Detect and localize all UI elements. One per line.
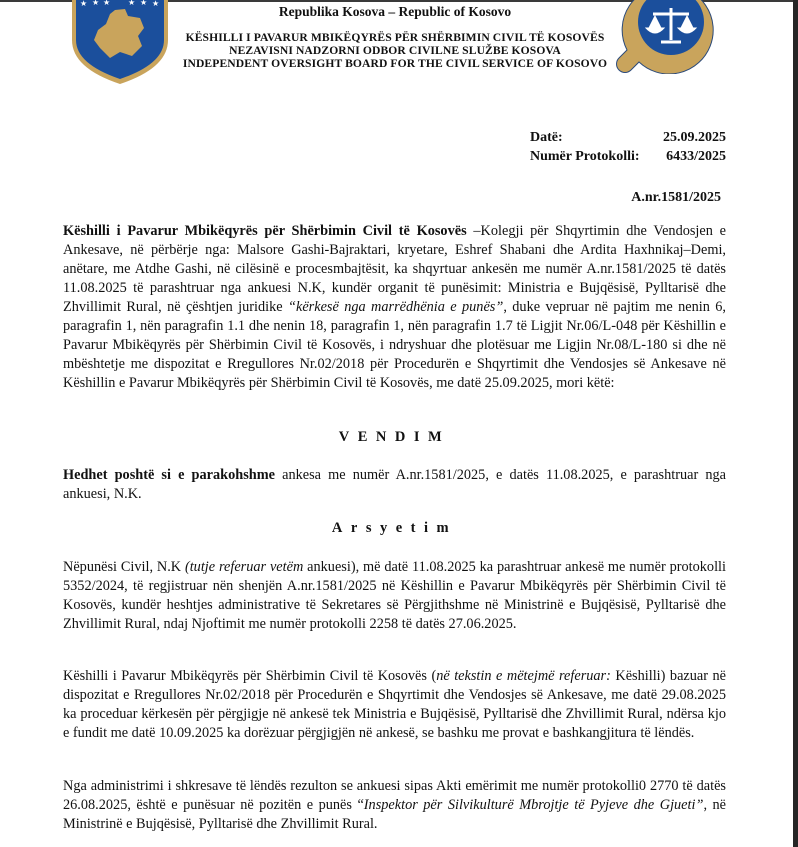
header-board-albanian: KËSHILLI I PAVARUR MBIKËQYRËS PËR SHËRBIMIN CIVIL TË KOSOVËS — [185, 31, 605, 44]
document-meta — [530, 130, 726, 168]
intro-bold-lead: Këshilli i Pavarur Mbikëqyrës për Shërbimin Civil të Kosovës — [63, 223, 467, 239]
case-number: A.nr.1581/2025 — [631, 190, 721, 205]
reasoning-paragraph-2 — [63, 667, 726, 743]
svg-text:★: ★ — [140, 0, 148, 7]
protocol-value: 6433/2025 — [666, 149, 726, 164]
svg-text:★: ★ — [152, 0, 160, 8]
scales-of-justice-seal-icon — [615, 0, 723, 74]
kosovo-coat-of-arms-icon — [70, 0, 170, 84]
header-board-serbian: NEZAVISNI NADZORNI ODBOR CIVILNE SLUŽBE KOSOVA — [229, 44, 561, 57]
svg-text:★: ★ — [80, 0, 88, 8]
date-value: 25.09.2025 — [663, 130, 726, 145]
p1-text-a: Nëpunësi Civil, N.K — [63, 559, 185, 575]
reasoning-paragraph-3 — [63, 777, 726, 834]
protocol-label: Numër Protokolli: — [530, 149, 640, 164]
document-page — [0, 2, 793, 847]
p2-text-b: Këshilli) bazuar në dispozitat e Rregullores Nr.02/2018 për Procedurën e Shqyrtimit dhe Vendosjes së Ankesave, me datë 29.08.2025 ka proceduar kërkesën për përgjigje në ankesë tek Ministria e Bujqësisë, Pylltarisë dhe Zhvillimit Rural, ndërsa kjo e fundit me datë 10.09.2025 ka dorëzuar përgjigjën në ankesë, se bashku me provat e bashkangjitura të lëndës. — [63, 668, 726, 741]
date-row — [530, 130, 726, 149]
intro-paragraph — [63, 222, 726, 393]
p2-italic: në tekstin e mëtejmë referuar: — [436, 668, 611, 684]
decision-bold-lead: Hedhet poshtë si e parakohshme — [63, 467, 275, 483]
decision-paragraph — [63, 466, 726, 504]
decision-text: ankesa me numër A.nr.1581/2025, e datës 11.08.2025, e parashtruar nga ankuesi, N.K. — [63, 467, 727, 502]
reasoning-paragraph-1 — [63, 558, 726, 634]
intro-quote: “kërkesë nga marrëdhënia e punës” — [288, 299, 504, 315]
p3-text-a: Nga administrimi i shkresave të lëndës rezulton se ankuesi sipas Akti emërimit me numër protokolli0 2770 të datës 26.08.2025, është e punësuar në pozitën e punës “ — [63, 778, 726, 813]
p3-text-b: , në Ministrinë e Bujqësisë, Pylltarisë dhe Zhvillimit Rural. — [63, 797, 726, 832]
date-label: Datë: — [530, 130, 563, 145]
intro-text-b: , duke vepruar në pajtim me nenin 6, paragrafin 1, nën paragrafin 1.1 dhe nenin 18, paragrafin 1, nën paragrafin 1.7 të Ligjit Nr.06/L-048 për Këshillin e Pavarur Mbikëqyrës për Shërbimin Civil të Kosovës, i ndryshuar dhe plotësuar me Ligjin Nr.08/L-180 si dhe në mbështetje me dispozitat e Rregullores Nr.02/2018 për Procedurën e Shqyrtimit dhe Vendosjes së Ankesave në Këshillin e Pavarur Mbikëqyrës për Shërbimin Civil të Kosovës, me datë 25.09.2025, mori këtë: — [63, 299, 726, 391]
svg-text:★: ★ — [128, 0, 136, 7]
protocol-row — [530, 149, 726, 168]
viewer-scrollbar[interactable] — [793, 0, 798, 847]
p1-text-b: ankuesi), më datë 11.08.2025 ka parashtruar ankesë me numër protokolli 5352/2024, të regjistruar nën shenjën A.nr.1581/2025 në Këshillin e Pavarur Mbikëqyrës për Shërbimin Civil të Kosovës, kundër heshtjes administrative të Sekretares së Përgjithshme në Ministrinë e Bujqësisë, Pylltarisë dhe Zhvillimit Rural, ndaj Njoftimit me numër protokolli 2258 të datës 27.06.2025. — [63, 559, 726, 632]
intro-text-a: –Kolegji për Shqyrtimin dhe Vendosjen e Ankesave, në përbërje nga: Malsore Gashi-Bajraktari, kryetare, Eshref Shabani dhe Ardita Haxhnikaj–Demi, anëtare, me Atdhe Gashi, në cilësinë e procesmbajtësit, ka shqyrtuar ankesën me numër A.nr.1581/2025 të datës 11.08.2025 të parashtruar nga ankuesi N.K, kundër organit të punësimit: Ministria e Bujqësisë, Pylltarisë dhe Zhvillimit Rural, në çështjen juridike — [63, 223, 726, 315]
header-board-english: INDEPENDENT OVERSIGHT BOARD FOR THE CIVIL SERVICE OF KOSOVO — [182, 57, 608, 70]
svg-text:★: ★ — [92, 0, 100, 7]
svg-text:★: ★ — [103, 0, 111, 7]
decision-heading: VENDIM — [338, 429, 451, 445]
p3-italic: Inspektor për Silvikulturë Mbrojtje të Pyjeve dhe Gjueti” — [363, 797, 704, 813]
reasoning-heading: Arsyetim — [331, 520, 458, 536]
header-republic: Republika Kosova – Republic of Kosovo — [278, 4, 512, 19]
p1-italic: (tutje referuar vetëm — [184, 559, 304, 575]
p2-text-a: Këshilli i Pavarur Mbikëqyrës për Shërbimin Civil të Kosovës ( — [63, 668, 437, 684]
